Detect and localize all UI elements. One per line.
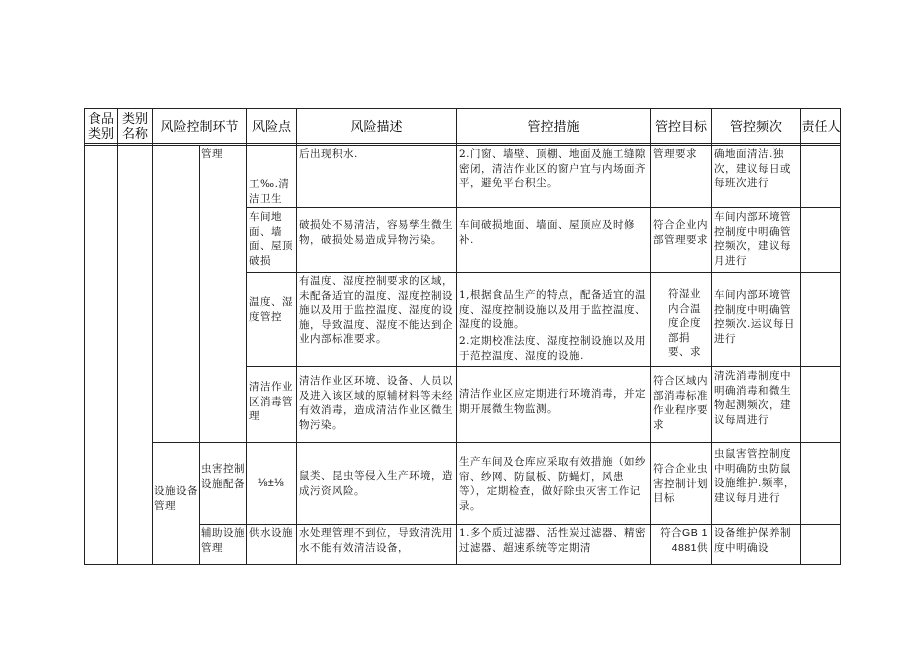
col-border bbox=[711, 108, 712, 565]
header-risk-description: 风险描述 bbox=[350, 119, 403, 134]
risk-point-disinfection: 清洁作业区消毒管理 bbox=[249, 381, 293, 422]
control-frequency: 确地面清洁.独次，建议每日或每班次进行 bbox=[714, 148, 791, 189]
header-bottom-border-double bbox=[84, 145, 841, 146]
row-divider bbox=[246, 366, 841, 367]
risk-description: 清洁作业区环境、设备、人员以及进入该区域的原辅材料等未经有效消毒，造成清洁作业区微生物污染。 bbox=[299, 375, 453, 431]
control-target: 符合区域内部消毒标准作业程序要求 bbox=[653, 375, 708, 431]
risk-point-pest: ⅛±⅛ bbox=[258, 477, 284, 489]
control-target: 符合企业内部管理要求 bbox=[653, 219, 708, 246]
col-border bbox=[840, 108, 841, 565]
risk-description: 破损处不易清洁，容易孳生微生物，破损处易造成异物污染。 bbox=[299, 219, 453, 246]
col-border bbox=[296, 108, 297, 565]
col-border bbox=[152, 108, 153, 565]
header-control-measures: 管控措施 bbox=[527, 119, 580, 134]
control-measures: 2.门窗、墙壁、顶棚、地面及施工缝隙密闭，清洁作业区的窗户宜与内场面齐平，避免平台积尘。 bbox=[459, 148, 647, 189]
control-target: 管理要求 bbox=[653, 148, 697, 160]
col-border bbox=[650, 108, 651, 565]
header-control-target: 管控目标 bbox=[654, 119, 707, 134]
risk-point-temp-humidity: 温度、湿度管控 bbox=[249, 296, 293, 323]
risk-point-water-supply: 供水设施 bbox=[249, 527, 293, 539]
header-category-name: 类别名称 bbox=[121, 111, 148, 141]
risk-point-workshop-damage: 车间地面、墙面、屋顶破损 bbox=[249, 211, 293, 267]
col-border bbox=[456, 108, 457, 565]
risk-description: 鼠类、昆虫等侵入生产环境，造成污资风险。 bbox=[299, 470, 453, 497]
sub-link-pest-control: 虫害控制设施配备 bbox=[201, 463, 245, 490]
row-divider bbox=[246, 272, 841, 273]
control-measures-2: 2.定期校准法度、湿度控制设施以及用于范控温度、湿度的设施. bbox=[459, 335, 647, 362]
col-border bbox=[117, 108, 118, 565]
control-measures: 车间破损地面、墙面、屋顶应及时修补. bbox=[459, 219, 635, 246]
control-frequency: 车间内部环境管控制度中明确管控频次.运议每日进行 bbox=[714, 289, 795, 345]
header-bottom-border bbox=[84, 143, 841, 144]
control-measures: 清洁作业区应定期进行环境消毒，并定期开展微生物监测。 bbox=[459, 388, 646, 415]
control-measures: 1.多个质过滤器、活性炭过滤器、精密过滤器、超速系统等定期清 bbox=[459, 527, 647, 554]
header-food-category: 食品类别 bbox=[87, 111, 114, 141]
sub-link-management: 管理 bbox=[201, 148, 223, 160]
risk-description: 后出现积水. bbox=[299, 148, 358, 160]
header-responsible-person: 责任人 bbox=[801, 119, 841, 134]
control-target: 符湿业内合温度企度部捐要、求 bbox=[668, 288, 701, 358]
control-frequency: 车间内部环境管控制度中明确管控频次，建议每月进行 bbox=[714, 211, 791, 267]
table-bottom-border bbox=[84, 564, 841, 565]
risk-description: 水处理管理不到位，导致清洗用水不能有效清洁设备， bbox=[299, 527, 453, 554]
col-border bbox=[800, 108, 801, 565]
link-facility-equipment: 设施设备管理 bbox=[154, 485, 198, 512]
col-border bbox=[246, 108, 247, 565]
control-target: 符合GB 14881供 bbox=[660, 527, 708, 554]
row-divider bbox=[246, 207, 841, 208]
control-frequency: 虫鼠害管控制度中明确防虫防鼠设施维护.频率，建议每月进行 bbox=[714, 448, 795, 504]
risk-point-cleaning: 工‰.清洁卫生 bbox=[249, 178, 290, 205]
col-border bbox=[84, 108, 85, 565]
table-top-border bbox=[84, 108, 841, 109]
col-border bbox=[199, 145, 200, 565]
header-risk-control-link: 风险控制环节 bbox=[160, 119, 239, 134]
control-target: 符合企业虫害控制计划目标 bbox=[653, 463, 708, 504]
control-measures: 生产车间及仓库应采取有效措施（如纱帘、纱网、防鼠板、防蝇灯，风患等），定期检查，做好除虫灭害工作记录。 bbox=[459, 456, 646, 512]
control-measures-1: 1,根据食品生产的特点，配备适宜的温度、湿度控制设施以及用于监控温度、湿度的设施。 bbox=[459, 289, 647, 330]
header-control-frequency: 管控频次 bbox=[729, 119, 782, 134]
header-risk-point: 风险点 bbox=[251, 119, 291, 134]
sub-link-auxiliary-facility: 辅助设施管理 bbox=[201, 527, 245, 554]
row-divider bbox=[152, 442, 841, 443]
control-frequency: 清洗消毒制度中明确消毒和微生物起测频次，建议每周进行 bbox=[714, 370, 791, 426]
risk-description: 有温度、湿度控制要求的区域，未配备适宜的温度、湿度控制设施以及用于监控温度、湿度的设施，导致温度、湿度不能达到企业内部标准要求。 bbox=[299, 275, 453, 345]
control-frequency: 设备维护保养制度中明确设 bbox=[714, 527, 791, 554]
